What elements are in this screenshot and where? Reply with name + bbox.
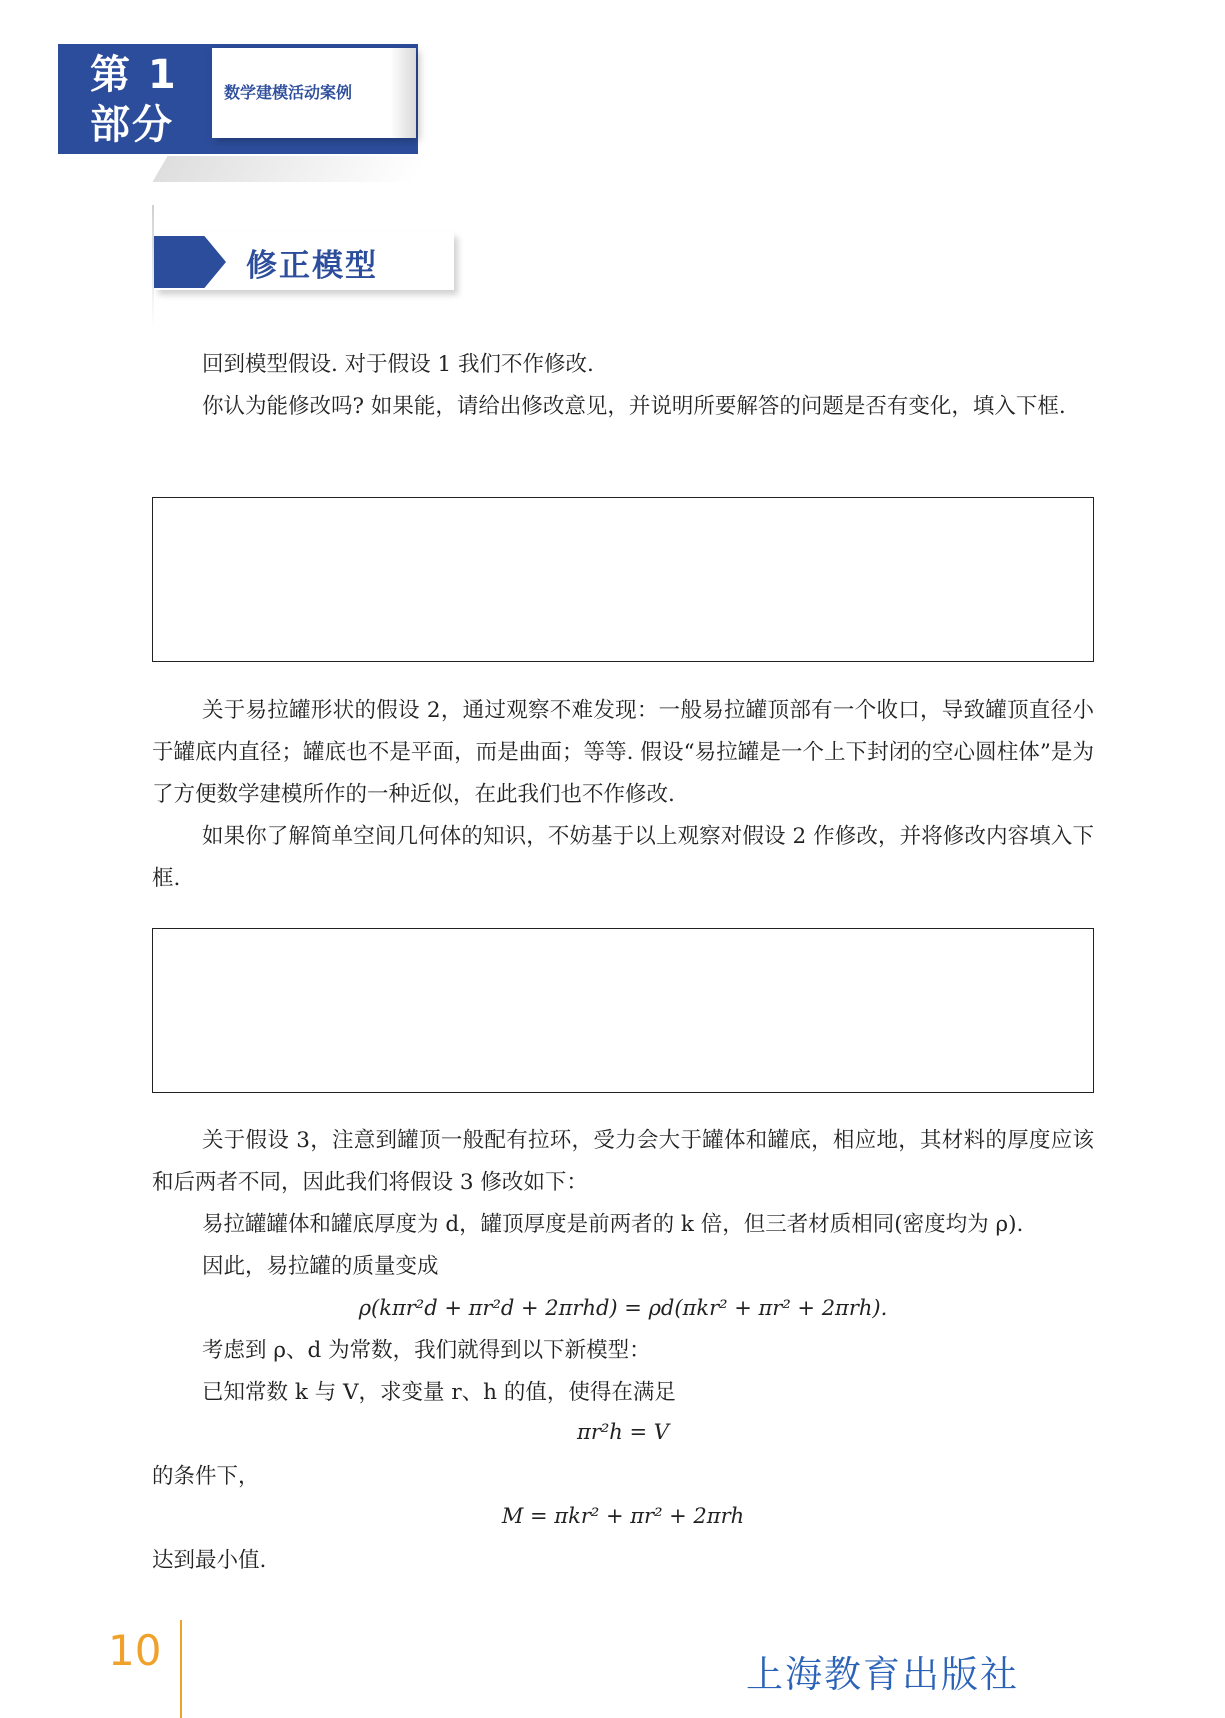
paragraph-8: 考虑到 ρ、d 为常数，我们就得到以下新模型： — [202, 1338, 651, 1363]
paragraph-7: 因此，易拉罐的质量变成 — [202, 1254, 439, 1279]
banner-shadow — [152, 156, 427, 182]
part-label-line1: 第 1 — [90, 52, 178, 98]
paragraph-4: 如果你了解简单空间几何体的知识，不妨基于以上观察对假设 2 作修改，并将修改内容填入下框. — [152, 824, 1094, 891]
paragraph-5: 关于假设 3，注意到罐顶一般配有拉环，受力会大于罐体和罐底，相应地，其材料的厚度应该和后两者不同，因此我们将假设 3 修改如下： — [152, 1128, 1094, 1195]
section-title: 修正模型 — [246, 248, 378, 284]
publisher-name: 上海教育出版社 — [746, 1653, 1019, 1696]
answer-box-1[interactable] — [152, 497, 1094, 662]
objective-formula: M = πkr² + πr² + 2πrh — [501, 1504, 745, 1528]
paragraph-6: 易拉罐罐体和罐底厚度为 d，罐顶厚度是前两者的 k 倍，但三者材质相同(密度均为 ρ). — [202, 1212, 1024, 1237]
mass-formula: ρ(kπr²d + πr²d + 2πrhd) = ρd(πkr² + πr² + 2πrh). — [358, 1296, 888, 1320]
answer-box-2[interactable] — [152, 928, 1094, 1093]
paragraph-9: 已知常数 k 与 V，求变量 r、h 的值，使得在满足 — [202, 1380, 676, 1405]
series-title: 数学建模活动案例 — [224, 83, 353, 102]
footer-divider — [180, 1620, 182, 1718]
page-number: 10 — [108, 1626, 162, 1675]
paragraph-10: 的条件下， — [152, 1464, 260, 1489]
paragraph-11: 达到最小值. — [152, 1548, 267, 1573]
part-label — [90, 50, 178, 150]
series-tab-gradient — [390, 48, 416, 138]
paragraph-3: 关于易拉罐形状的假设 2，通过观察不难发现：一般易拉罐顶部有一个收口，导致罐顶直径小于罐底内直径；罐底也不是平面，而是曲面；等等. 假设“易拉罐是一个上下封闭的空心圆柱体”是为了方便数学建模所作的一种近似，在此我们也不作修改. — [152, 698, 1094, 807]
constraint-formula: πr²h = V — [577, 1420, 669, 1444]
paragraph-2: 你认为能修改吗? 如果能，请给出修改意见，并说明所要解答的问题是否有变化，填入下框. — [202, 394, 1066, 419]
part-label-line2: 部分 — [90, 102, 174, 148]
paragraph-1: 回到模型假设. 对于假设 1 我们不作修改. — [202, 352, 594, 377]
